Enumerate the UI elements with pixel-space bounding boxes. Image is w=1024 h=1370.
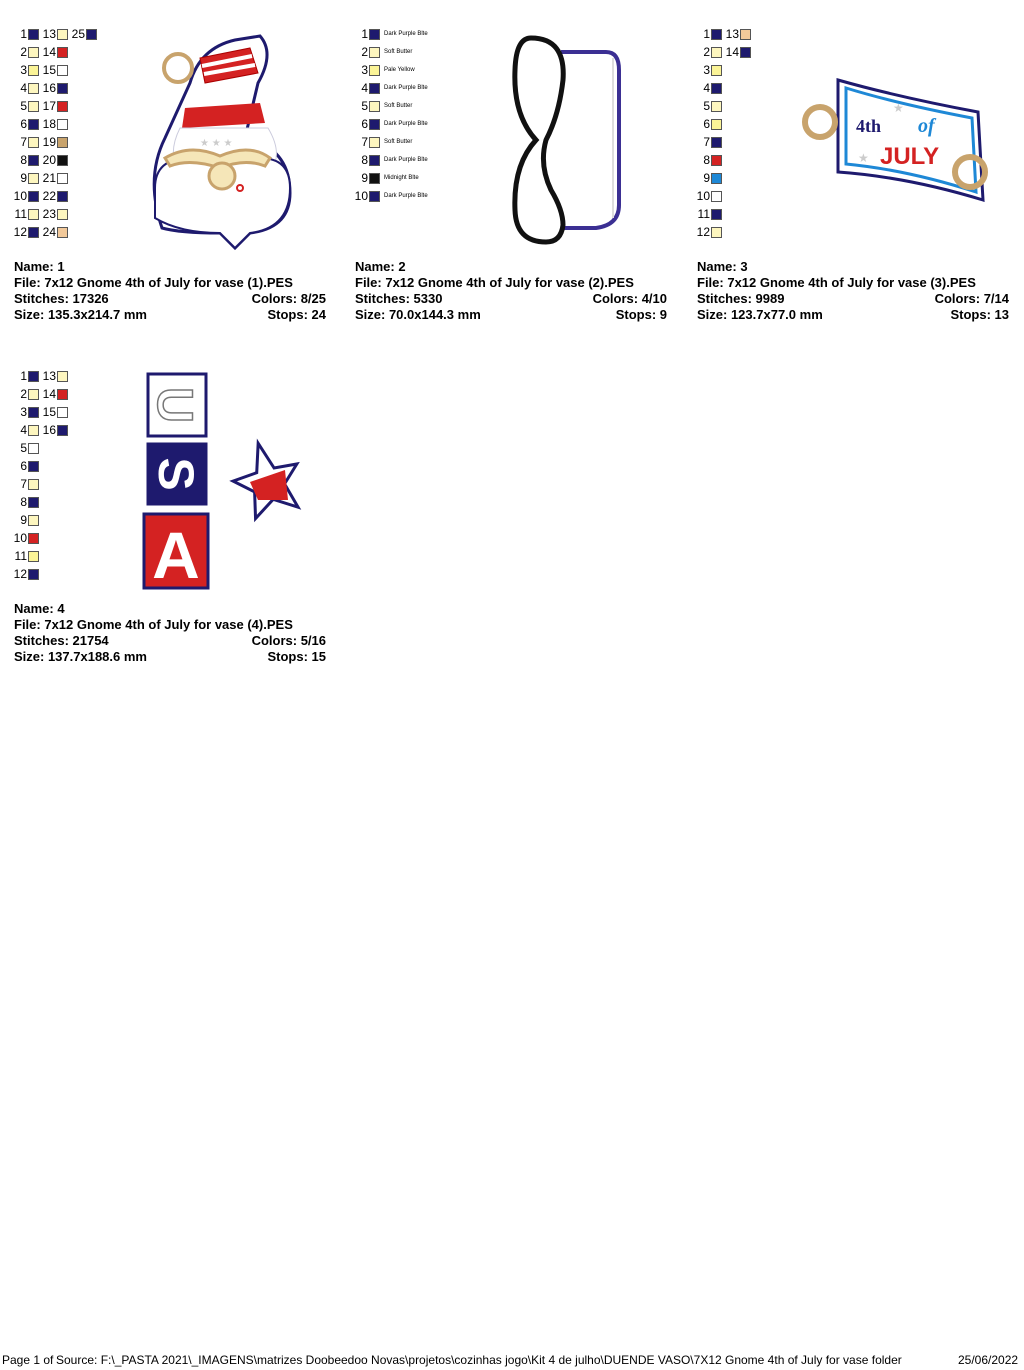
- color-swatch: [369, 155, 380, 166]
- color-entry: [12, 439, 39, 457]
- color-index: 5: [20, 99, 27, 113]
- svg-text:★: ★: [858, 151, 869, 165]
- design-card-3: [683, 0, 1023, 330]
- design-colors: Colors: 8/25: [251, 291, 326, 306]
- color-index: 24: [42, 225, 56, 239]
- color-swatch: [711, 227, 722, 238]
- color-entry: [695, 25, 722, 43]
- color-swatch: [28, 101, 39, 112]
- color-index: 10: [354, 189, 368, 203]
- design-card-2: [341, 0, 681, 330]
- color-swatch: [711, 191, 722, 202]
- color-entry: [12, 547, 39, 565]
- color-index: 7: [20, 135, 27, 149]
- color-entry: [41, 421, 68, 439]
- color-swatch: [711, 155, 722, 166]
- color-entry: [695, 205, 722, 223]
- color-entry: [12, 529, 39, 547]
- color-entry: [353, 151, 428, 169]
- color-swatch: [28, 209, 39, 220]
- thread-name: Dark Purple Blte: [384, 157, 428, 163]
- color-swatch: [28, 443, 39, 454]
- color-entry: [41, 205, 68, 223]
- color-entry: [353, 169, 419, 187]
- color-entry: [695, 43, 722, 61]
- color-index: 1: [361, 27, 368, 41]
- color-entry: [695, 61, 722, 79]
- color-index: 25: [71, 27, 85, 41]
- color-index: 11: [14, 207, 27, 221]
- color-index: 3: [361, 63, 368, 77]
- color-index: 14: [42, 387, 56, 401]
- color-index: 6: [20, 459, 27, 473]
- color-swatch: [57, 371, 68, 382]
- color-swatch: [28, 371, 39, 382]
- color-swatch: [28, 119, 39, 130]
- color-entry: [695, 223, 722, 241]
- color-index: 4: [703, 81, 710, 95]
- color-entry: [353, 133, 412, 151]
- color-entry: [12, 169, 39, 187]
- design-card-4: [0, 342, 340, 672]
- color-entry: [353, 43, 412, 61]
- thread-name: Midnight Blte: [384, 175, 419, 181]
- color-entry: [41, 403, 68, 421]
- svg-text:★: ★: [893, 101, 904, 115]
- color-entry: [41, 25, 68, 43]
- color-entry: [12, 367, 39, 385]
- design-info: [14, 259, 326, 323]
- thread-name: Soft Butter: [384, 103, 413, 109]
- design-colors: Colors: 4/10: [592, 291, 667, 306]
- color-index: 10: [696, 189, 710, 203]
- color-index: 15: [42, 63, 56, 77]
- design-stitches: Stitches: 5330: [355, 291, 443, 306]
- design-stops: Stops: 13: [950, 307, 1009, 322]
- color-entry: [695, 169, 722, 187]
- color-index: 12: [13, 567, 27, 581]
- color-swatch: [711, 83, 722, 94]
- design-stitches: Stitches: 9989: [697, 291, 785, 306]
- color-entry: [12, 511, 39, 529]
- color-index: 21: [42, 171, 56, 185]
- color-swatch: [57, 407, 68, 418]
- color-swatch: [57, 65, 68, 76]
- color-index: 19: [42, 135, 56, 149]
- color-index: 5: [20, 441, 27, 455]
- color-swatch: [711, 173, 722, 184]
- color-index: 12: [13, 225, 27, 239]
- color-swatch: [28, 407, 39, 418]
- design-size: Size: 135.3x214.7 mm: [14, 307, 147, 322]
- design-stitches: Stitches: 17326: [14, 291, 109, 306]
- design-name: Name: 3: [697, 259, 748, 274]
- svg-text:★ ★ ★: ★ ★ ★: [200, 138, 233, 149]
- color-swatch: [57, 29, 68, 40]
- color-swatch: [28, 497, 39, 508]
- color-entry: [12, 133, 39, 151]
- design-size: Size: 70.0x144.3 mm: [355, 307, 481, 322]
- design-stops: Stops: 15: [267, 649, 326, 664]
- color-index: 22: [42, 189, 56, 203]
- color-index: 2: [703, 45, 710, 59]
- page-footer: [0, 1353, 1024, 1369]
- design-size: Size: 137.7x188.6 mm: [14, 649, 147, 664]
- color-swatch: [28, 515, 39, 526]
- color-swatch: [369, 29, 380, 40]
- thread-name: Soft Butter: [384, 139, 413, 145]
- color-swatch: [28, 551, 39, 562]
- color-entry: [353, 97, 412, 115]
- color-index: 6: [361, 117, 368, 131]
- color-index: 20: [42, 153, 56, 167]
- color-index: 10: [13, 531, 27, 545]
- color-entry: [724, 43, 751, 61]
- footer-date: 25/06/2022: [958, 1353, 1019, 1367]
- color-entry: [353, 187, 428, 205]
- color-entry: [353, 61, 415, 79]
- color-index: 5: [361, 99, 368, 113]
- color-swatch: [369, 191, 380, 202]
- color-index: 16: [42, 81, 56, 95]
- color-entry: [12, 151, 39, 169]
- color-swatch: [369, 101, 380, 112]
- footer-source-path: Source: F:\_PASTA 2021\_IMAGENS\matrizes Doobeedoo Novas\projetos\cozinhas jogo\Kit 4 de julho\DUENDE VASO\7X12 Gnome 4th of July for vase folder: [56, 1353, 902, 1367]
- color-entry: [12, 403, 39, 421]
- banner-text-of: of: [918, 115, 935, 137]
- thread-name: Dark Purple Blte: [384, 85, 428, 91]
- color-swatch: [57, 101, 68, 112]
- color-index: 7: [361, 135, 368, 149]
- color-entry: [41, 187, 68, 205]
- color-swatch: [57, 425, 68, 436]
- usa-star-embroidery: [140, 372, 310, 592]
- color-entry: [12, 205, 39, 223]
- color-entry: [12, 97, 39, 115]
- color-swatch: [57, 119, 68, 130]
- color-index: 1: [703, 27, 710, 41]
- color-index: 9: [703, 171, 710, 185]
- color-index: 10: [13, 189, 27, 203]
- color-swatch: [28, 191, 39, 202]
- footer-page-number: Page 1 of: [2, 1353, 54, 1367]
- color-swatch: [369, 65, 380, 76]
- usa-letter-u: U: [147, 386, 203, 424]
- color-swatch: [28, 29, 39, 40]
- color-entry: [41, 385, 68, 403]
- color-index: 4: [20, 423, 27, 437]
- design-name: Name: 2: [355, 259, 406, 274]
- color-entry: [41, 115, 68, 133]
- color-swatch: [28, 533, 39, 544]
- color-entry: [12, 565, 39, 583]
- color-entry: [695, 97, 722, 115]
- color-swatch: [28, 479, 39, 490]
- color-index: 9: [20, 513, 27, 527]
- color-index: 8: [361, 153, 368, 167]
- color-entry: [41, 133, 68, 151]
- color-index: 12: [696, 225, 710, 239]
- color-index: 3: [20, 63, 27, 77]
- color-entry: [695, 133, 722, 151]
- color-index: 4: [20, 81, 27, 95]
- color-swatch: [57, 191, 68, 202]
- thread-name: Soft Butter: [384, 49, 413, 55]
- color-index: 6: [703, 117, 710, 131]
- design-name: Name: 1: [14, 259, 65, 274]
- color-entry: [353, 115, 428, 133]
- color-entry: [12, 79, 39, 97]
- design-info: [355, 259, 667, 323]
- color-index: 18: [42, 117, 56, 131]
- color-index: 3: [20, 405, 27, 419]
- color-swatch: [369, 47, 380, 58]
- color-index: 23: [42, 207, 56, 221]
- color-index: 7: [703, 135, 710, 149]
- color-index: 8: [20, 495, 27, 509]
- color-entry: [12, 25, 39, 43]
- color-swatch: [711, 209, 722, 220]
- color-index: 11: [14, 549, 27, 563]
- color-index: 16: [42, 423, 56, 437]
- design-file: File: 7x12 Gnome 4th of July for vase (2).PES: [355, 275, 634, 290]
- color-entry: [353, 79, 428, 97]
- color-entry: [41, 43, 68, 61]
- color-entry: [41, 79, 68, 97]
- color-swatch: [28, 137, 39, 148]
- color-swatch: [57, 83, 68, 94]
- thread-name: Dark Purple Blte: [384, 31, 428, 37]
- color-swatch: [57, 173, 68, 184]
- color-swatch: [57, 227, 68, 238]
- color-index: 11: [697, 207, 710, 221]
- design-stitches: Stitches: 21754: [14, 633, 109, 648]
- color-entry: [12, 115, 39, 133]
- color-swatch: [369, 83, 380, 94]
- color-swatch: [369, 173, 380, 184]
- color-index: 17: [42, 99, 56, 113]
- color-entry: [695, 115, 722, 133]
- color-entry: [12, 493, 39, 511]
- design-info: [697, 259, 1009, 323]
- color-swatch: [86, 29, 97, 40]
- color-swatch: [28, 155, 39, 166]
- color-swatch: [28, 425, 39, 436]
- color-entry: [12, 223, 39, 241]
- color-swatch: [57, 209, 68, 220]
- color-swatch: [711, 137, 722, 148]
- color-swatch: [711, 29, 722, 40]
- color-swatch: [28, 461, 39, 472]
- color-entry: [724, 25, 751, 43]
- banner-text-july: JULY: [880, 143, 940, 170]
- color-index: 2: [361, 45, 368, 59]
- design-colors: Colors: 7/14: [934, 291, 1009, 306]
- color-entry: [695, 151, 722, 169]
- color-swatch: [57, 47, 68, 58]
- color-swatch: [740, 47, 751, 58]
- design-file: File: 7x12 Gnome 4th of July for vase (3).PES: [697, 275, 976, 290]
- color-entry: [695, 187, 722, 205]
- design-stops: Stops: 24: [267, 307, 326, 322]
- color-swatch: [28, 569, 39, 580]
- color-index: 13: [42, 369, 56, 383]
- color-entry: [41, 169, 68, 187]
- color-swatch: [57, 155, 68, 166]
- banner-text-4th: 4th: [856, 116, 882, 136]
- design-card-1: [0, 0, 340, 330]
- thread-name: Dark Purple Blte: [384, 121, 428, 127]
- design-info: [14, 601, 326, 665]
- color-swatch: [28, 173, 39, 184]
- color-entry: [12, 421, 39, 439]
- color-entry: [353, 25, 428, 43]
- design-file: File: 7x12 Gnome 4th of July for vase (4).PES: [14, 617, 293, 632]
- color-index: 8: [703, 153, 710, 167]
- color-entry: [70, 25, 97, 43]
- color-index: 9: [20, 171, 27, 185]
- fourth-of-july-banner-embroidery: [798, 72, 993, 202]
- color-index: 13: [725, 27, 739, 41]
- color-swatch: [711, 65, 722, 76]
- color-entry: [12, 385, 39, 403]
- usa-letter-s: S: [148, 457, 204, 491]
- thread-name: Pale Yellow: [384, 67, 415, 73]
- color-entry: [41, 151, 68, 169]
- color-index: 8: [20, 153, 27, 167]
- color-swatch: [711, 119, 722, 130]
- color-swatch: [28, 65, 39, 76]
- design-colors: Colors: 5/16: [251, 633, 326, 648]
- color-entry: [12, 457, 39, 475]
- color-entry: [12, 475, 39, 493]
- color-swatch: [740, 29, 751, 40]
- color-swatch: [57, 389, 68, 400]
- color-index: 1: [20, 369, 27, 383]
- color-swatch: [711, 101, 722, 112]
- color-entry: [12, 187, 39, 205]
- color-entry: [695, 79, 722, 97]
- color-entry: [41, 367, 68, 385]
- vase-outline-embroidery: [501, 30, 621, 250]
- color-swatch: [28, 47, 39, 58]
- color-index: 4: [361, 81, 368, 95]
- color-swatch: [369, 119, 380, 130]
- design-stops: Stops: 9: [615, 307, 667, 322]
- color-entry: [41, 61, 68, 79]
- color-index: 2: [20, 45, 27, 59]
- color-entry: [41, 97, 68, 115]
- color-index: 6: [20, 117, 27, 131]
- color-index: 1: [20, 27, 27, 41]
- color-swatch: [28, 389, 39, 400]
- color-swatch: [28, 83, 39, 94]
- color-swatch: [28, 227, 39, 238]
- color-entry: [12, 61, 39, 79]
- gnome-face-embroidery: [140, 28, 310, 253]
- color-index: 2: [20, 387, 27, 401]
- color-index: 9: [361, 171, 368, 185]
- color-index: 14: [725, 45, 739, 59]
- color-index: 14: [42, 45, 56, 59]
- color-entry: [41, 223, 68, 241]
- thread-name: Dark Purple Blte: [384, 193, 428, 199]
- color-entry: [12, 43, 39, 61]
- color-swatch: [57, 137, 68, 148]
- color-swatch: [711, 47, 722, 58]
- color-index: 7: [20, 477, 27, 491]
- color-index: 3: [703, 63, 710, 77]
- color-index: 5: [703, 99, 710, 113]
- usa-letter-a: A: [152, 518, 200, 592]
- design-file: File: 7x12 Gnome 4th of July for vase (1).PES: [14, 275, 293, 290]
- color-index: 13: [42, 27, 56, 41]
- color-swatch: [369, 137, 380, 148]
- design-size: Size: 123.7x77.0 mm: [697, 307, 823, 322]
- design-name: Name: 4: [14, 601, 65, 616]
- color-index: 15: [42, 405, 56, 419]
